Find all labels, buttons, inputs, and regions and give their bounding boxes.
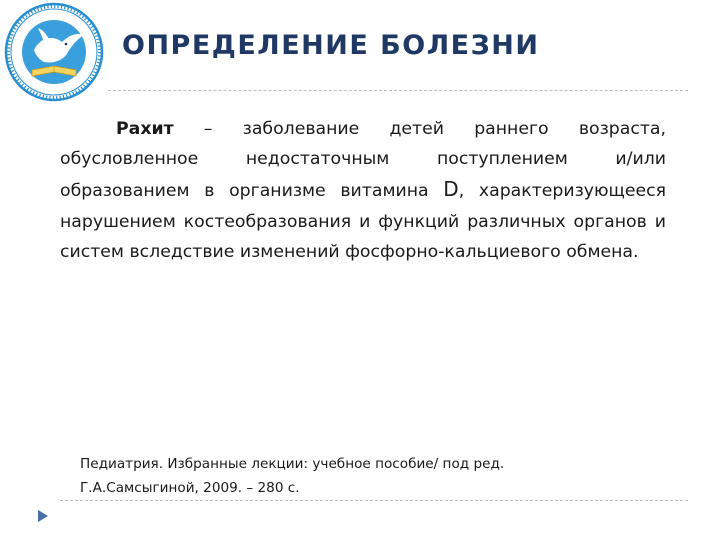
vitamin-letter: D xyxy=(443,177,459,202)
source-line-2: Г.А.Самсыгиной, 2009. – 280 с. xyxy=(80,480,300,496)
definition-paragraph xyxy=(60,114,666,267)
definition-text-after: , характеризующееся нарушением костеобразования и функций различных органов и систем вследствие изменений фосфорно-кальциевого обмена. xyxy=(60,181,666,262)
title-divider xyxy=(108,90,688,91)
definition-text-before: – заболевание детей раннего возраста, обусловленное недостаточным поступлением и/или образованием в организме витамина xyxy=(60,119,666,202)
definition-term: Рахит xyxy=(116,119,174,139)
university-logo xyxy=(4,2,104,102)
footer-divider xyxy=(60,500,688,501)
source-line-1: Педиатрия. Избранные лекции: учебное пособие/ под ред. xyxy=(80,456,505,472)
source-citation xyxy=(80,452,640,500)
triangle-right-icon[interactable] xyxy=(36,508,50,524)
slide-title: ОПРЕДЕЛЕНИЕ БОЛЕЗНИ xyxy=(122,30,540,61)
